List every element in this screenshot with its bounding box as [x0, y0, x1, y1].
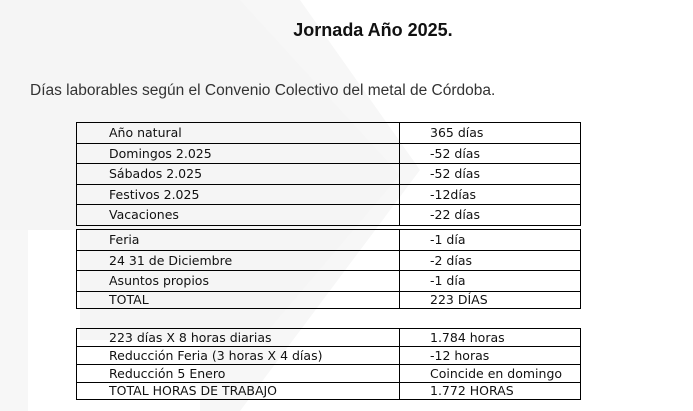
hours-table	[76, 328, 581, 400]
row-value: -1 día	[400, 230, 581, 251]
row-value: 1.784 horas	[400, 329, 581, 347]
row-label: 24 31 de Diciembre	[77, 250, 400, 271]
row-label: Asuntos propios	[77, 271, 400, 292]
row-value: -1 día	[400, 271, 581, 292]
row-value: -22 días	[400, 205, 581, 226]
total-hours-label: TOTAL HORAS DE TRABAJO	[77, 383, 400, 400]
row-label: Festivos 2.025	[77, 184, 400, 205]
table-row	[77, 347, 581, 365]
total-hours-row	[77, 383, 581, 400]
days-table-part-2	[76, 229, 581, 309]
page-title: Jornada Año 2025.	[293, 20, 453, 40]
table-row	[77, 123, 581, 144]
row-label: Año natural	[77, 123, 400, 144]
row-value: -2 días	[400, 250, 581, 271]
table-row	[77, 250, 581, 271]
table-row	[77, 205, 581, 226]
total-hours-value: 1.772 HORAS	[400, 383, 581, 400]
row-value: -12días	[400, 184, 581, 205]
table-row	[77, 365, 581, 383]
row-label: Vacaciones	[77, 205, 400, 226]
total-label: TOTAL	[77, 291, 400, 308]
row-label: Domingos 2.025	[77, 143, 400, 164]
row-value: -12 horas	[400, 347, 581, 365]
table-row	[77, 184, 581, 205]
total-row	[77, 291, 581, 308]
table-row	[77, 164, 581, 185]
total-value: 223 DÍAS	[400, 291, 581, 308]
row-value: -52 días	[400, 143, 581, 164]
table-row	[77, 271, 581, 292]
row-label: Feria	[77, 230, 400, 251]
page-subtitle: Días laborables según el Convenio Colectivo del metal de Córdoba.	[30, 82, 496, 99]
row-label: Reducción Feria (3 horas X 4 días)	[77, 347, 400, 365]
row-value: -52 días	[400, 164, 581, 185]
row-label: Reducción 5 Enero	[77, 365, 400, 383]
table-row	[77, 329, 581, 347]
row-value: Coincide en domingo	[400, 365, 581, 383]
row-label: Sábados 2.025	[77, 164, 400, 185]
days-table-part-1	[76, 122, 581, 226]
row-label: 223 días X 8 horas diarias	[77, 329, 400, 347]
table-row	[77, 143, 581, 164]
row-value: 365 días	[400, 123, 581, 144]
table-row	[77, 230, 581, 251]
